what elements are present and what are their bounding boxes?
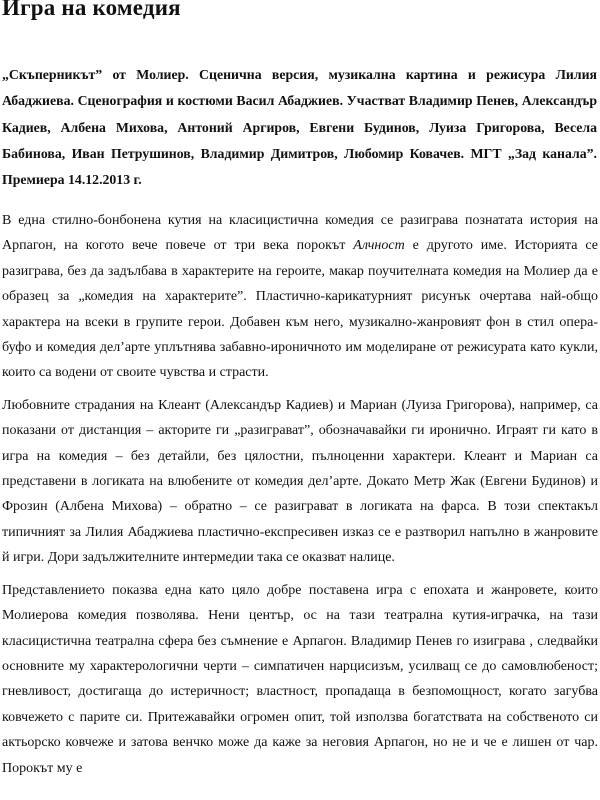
paragraph-2: Любовните страдания на Клеант (Александър Кадиев) и Мариан (Луиза Григорова), например, са показани от дистанция – акторите ги „разиграват”, обозначавайки ги иронично. Играят ги като в игра на комедия – без детайли, без цялостни, пълноценни характери. Клеант и Мариан са представени в логиката на влюбените от комедия дел’арте. Докато Метр Жак (Евгени Будинов) и Фрозин (Албена Михова) – обратно – се разиграват в логиката на фарса. В този спектакъл типичният за Лилия Абаджиева пластично-експресивен изказ се е разтворил напълно в жанровите й игри. Дори задължителните интермедии така се оказват налице. xyxy=(2,397,598,566)
paragraph-1-text-start: В една стилно-бонбонена кутия на класицистична комедия се разиграва познатата история на Арпагон, на когото вече повече от три века порокът xyxy=(2,213,598,254)
paragraph-1-text-end: е другото име. Историята се разиграва, без да задълбава в характерите на героите, макар поучителната комедия на Молиер да е образец за „комедия на характерите”. Пластично-карикатурният рисунък очертава най-общо характера на всеки в групите герои. Добавен към него, музикално-жанровият фон в стил опера-буфо и комедия дел’арте уплътнява забавно-ироничното им моделиране от режисурата като кукли, които са водени от своите чувства и страсти. xyxy=(2,238,599,381)
italic-vice-name: Алчност xyxy=(353,238,405,254)
production-credits: „Скъперникът” от Молиер. Сценична версия, музикална картина и режисура Лилия Абаджиева. Сценография и костюми Васил Абаджиев. Участват Владимир Пенев, Александър Кадиев, Албена Михова, Антоний Аргиров, Евгени Будинов, Луиза Григорова, Весела Бабинова, Иван Петрушинов, Владимир Димитров, Любомир Ковачев. МГТ „Зад канала”. Премиера 14.12.2013 г. xyxy=(2,67,597,188)
article-title: Игра на комедия xyxy=(2,0,181,20)
article-body xyxy=(2,208,598,788)
paragraph-3: Представлението показва една като цяло добре поставена игра с епохата и жанровете, които Молиерова комедия позволява. Нени център, ос на тази театрална кутия-играчка, на тази класицистична театрална сфера без съмнение е Арпагон. Владимир Пенев го изиграва , следвайки основните му характерологични черти – симпатичен нарцисизъм, усилващ се до самовлюбеност; гневливост, достигаща до истеричност; властност, пропадаща в безпомощност, когато загубва ковчежето с парите си. Притежавайки огромен опит, той използва богатствата на собственото си актьорско ковчеже и затова венчко може да каже за неговия Арпагон, но не и че е лишен от чар. Порокът му е xyxy=(2,582,598,776)
paragraph-1 xyxy=(2,208,598,386)
